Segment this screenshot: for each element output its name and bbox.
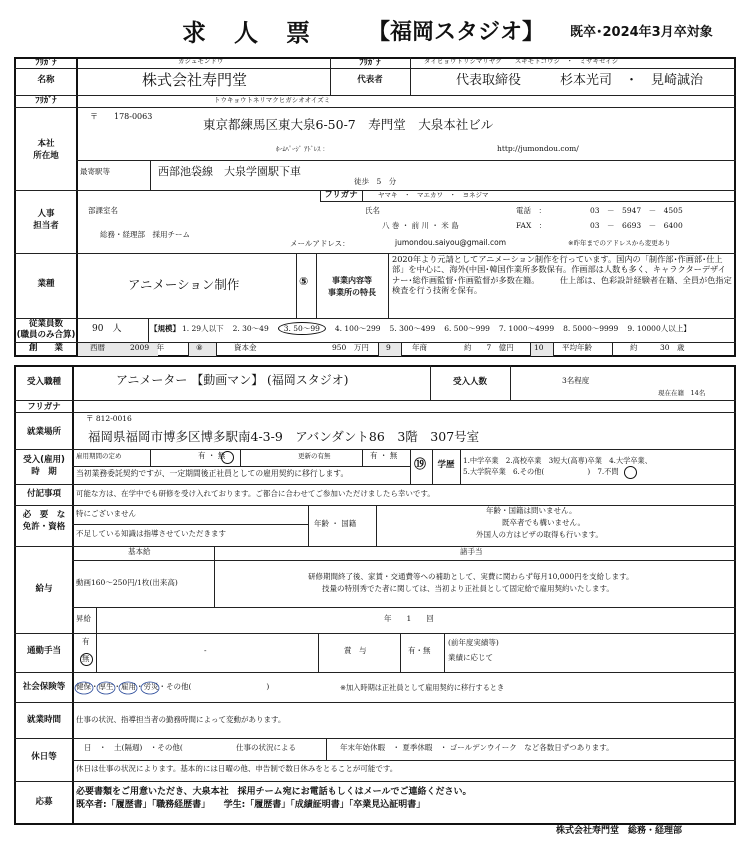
capital-value: 950 万円: [332, 343, 369, 352]
scale-option[interactable]: 2. 30～49: [232, 324, 269, 333]
rep-furigana-label: ﾌﾘｶﾞﾅ: [359, 58, 381, 68]
job-count-label: 受入人数: [452, 377, 487, 387]
mail-label: メールアドレス：: [290, 239, 350, 248]
hr-name-label: 氏名: [365, 206, 380, 215]
founding-year: 2009 年: [130, 343, 165, 352]
period-label-1: 受入(雇用): [23, 455, 65, 465]
commute-selected-circle: [80, 653, 93, 666]
addr-furigana-label: ﾌﾘｶﾞﾅ: [35, 96, 57, 106]
period-def-label: 雇用期間の定め: [76, 452, 122, 460]
insurance-note: ※加入時期は正社員として雇用契約に移行するとき: [340, 683, 505, 692]
business-type: アニメーション制作: [128, 277, 240, 292]
age-nat-text-2: 既卒者でも構いません。: [502, 518, 585, 527]
mail-address[interactable]: jumondou.saiyou@gmail.com: [395, 238, 507, 247]
founding-num-b: 9: [386, 343, 391, 352]
feature-label-1: 事業内容等: [332, 276, 372, 285]
hours-label: 就業時間: [26, 715, 61, 725]
hr-names: 八 巻 ・ 前 川 ・ 米 島: [382, 221, 459, 230]
hq-label-2: 所在地: [33, 151, 59, 161]
dept-label: 部課室名: [88, 206, 118, 215]
scale-options: [182, 325, 700, 334]
bonus-label: 賞 与: [344, 646, 367, 655]
edu-line-2: 5.大学院卒業 6.その他( ) 7.不問: [463, 467, 619, 476]
bonus-options[interactable]: 有・無: [408, 646, 431, 655]
feature-label-2: 事業所の特長: [328, 288, 376, 297]
scale-option[interactable]: 5. 300～499: [389, 324, 436, 333]
period-options[interactable]: 有 ・ 無: [198, 451, 226, 460]
rep-names: 杉本光司 ・ 見崎誠治: [560, 73, 704, 88]
edu-line-1: 1.中学卒業 2.高校卒業 3短大(高専)卒業 4.大学卒業、: [463, 456, 652, 465]
salary-label: 給与: [35, 584, 53, 594]
rep-kana: ダイヒョウトリシマリヤク スギモトコウジ ・ ミサキセイジ: [424, 57, 619, 65]
req-label-2: 免許・資格: [22, 522, 66, 532]
business-label: 業種: [37, 279, 55, 289]
commute-value: -: [204, 646, 207, 655]
job-count: 3名程度: [562, 376, 590, 385]
insurance-label: 社会保険等: [22, 682, 66, 692]
job-type: アニメーター 【動画マン】 (福岡スタジオ): [116, 373, 349, 387]
mail-note: ※昨年までのアドレスから変更あり: [568, 239, 671, 247]
renew-label: 更新の有無: [298, 452, 331, 460]
scale-option[interactable]: 7. 1000～4999: [498, 324, 555, 333]
footer-company: 株式会社寿門堂 総務・経理部: [556, 826, 683, 836]
homepage-label: ﾎｰﾑﾍﾟｰｼﾞ ｱﾄﾞﾚｽ ：: [276, 145, 329, 153]
founding-num-a: ⑧: [196, 343, 203, 352]
bonus-text-1: (前年度実績等): [448, 638, 499, 647]
renew-options[interactable]: 有 ・ 無: [370, 451, 398, 460]
bonus-text-2: 業績に応じて: [448, 653, 493, 662]
workplace-postal: 〒 812-0016: [86, 414, 132, 423]
hr-furigana-label: フリガナ: [324, 190, 358, 200]
nearest-station: 西部池袋線 大泉学園駅下車: [158, 165, 301, 178]
employee-count: 90 人: [92, 324, 122, 334]
age-label: 平均年齢: [562, 343, 592, 352]
business-description: 2020年より元請としてアニメーション制作を行っています。国内の「制作部･作画部･仕上部」を中心に、海外(中国･韓国作業所多数保有。作画部は人数も多く、キャラクターデザイナー･総作画監督･作画監督が多数在籍。 仕上部は、色彩設計経験者在籍、全員が色指定検査を行う技術を保有。: [392, 254, 732, 295]
company-name-kana: カジュモンドウ: [178, 57, 224, 65]
station-label: 最寄駅等: [80, 167, 110, 176]
hq-address: 東京都練馬区東大泉6-50-7 寿門堂 大泉本社ビル: [203, 117, 494, 132]
scale-option[interactable]: 9. 10000人以上】: [627, 324, 691, 333]
holiday-line-1c: 年末年始休暇 ・ 夏季休暇 ・ ゴールデンウイーク など各数日ずつあります。: [340, 743, 614, 752]
walk-time: 徒歩 5 分: [354, 177, 397, 186]
business-num: ⑤: [299, 275, 309, 288]
period-selected-circle: [221, 451, 234, 464]
employees-label-1: 従業員数: [28, 319, 63, 329]
sales-label: 年商: [412, 343, 427, 352]
hours-text: 仕事の状況、指導担当者の勤務時間によって変動があります。: [76, 715, 286, 724]
founding-label: 創 業: [28, 343, 63, 353]
founding-era: 西暦: [90, 343, 105, 352]
commute-label: 通勤手当: [26, 646, 61, 656]
workplace-address: 福岡県福岡市博多区博多駅南4-3-9 アバンダント86 3階 307号室: [88, 429, 480, 444]
address-kana: トウキョウトネリマクヒガシオオイズミ: [214, 96, 331, 104]
job-furigana-label: フリガナ: [27, 402, 61, 412]
base-salary-label: 基本給: [128, 547, 151, 556]
studio-title: 【福岡スタジオ】: [368, 20, 545, 45]
holiday-line-2: 休日は仕事の状況によります。基本的には日曜の他、申告制で数日休みをとることが可能です。: [76, 764, 398, 773]
furigana-label: ﾌﾘｶﾞﾅ: [35, 58, 57, 68]
edu-label: 学歴: [437, 460, 455, 470]
employees-label-2: (職員のみ合算): [16, 330, 76, 340]
fax-number: 03 － 6693 － 6400: [590, 221, 683, 230]
req-text-1: 特にございません: [76, 509, 136, 518]
allowance-text-2: 技量の特別秀でた者に関しては、当初より正社員として固定給で雇用契約いたします。: [322, 584, 614, 593]
conditions-text: 可能な方は、在学中でも研修を受け入れております。ご都合に合わせてご参加いただけましたら幸いです。: [76, 489, 435, 498]
tel-label: 電話 ：: [516, 206, 546, 215]
req-label-1: 必 要 な: [22, 510, 66, 520]
fax-label: FAX ：: [516, 221, 547, 230]
page-title: 求 人 票: [182, 19, 312, 47]
age-value: 約 30 歳: [630, 343, 685, 352]
hr-label-2: 担当者: [33, 221, 59, 231]
holiday-line-1b: 仕事の状況による: [236, 743, 296, 752]
raise-value: 年 1 回: [384, 614, 434, 623]
apply-line-1: 必要書類をご用意いただき、大泉本社 採用チーム宛にお電話もしくはメールでご連絡ください。: [76, 787, 472, 797]
edu-selected-circle: [624, 466, 637, 479]
hq-label-1: 本社: [37, 139, 55, 149]
allowance-text-1: 研修期間終了後、家賃・交通費等への補助として、実費に関わらず毎月10,000円を支給します。: [308, 572, 634, 581]
workplace-label: 就業場所: [26, 427, 61, 437]
job-type-label: 受入職種: [26, 377, 61, 387]
conditions-label: 付記事項: [26, 489, 61, 499]
scale-label: 【規模】: [150, 324, 180, 333]
dept-name: 総務・経理部 採用チーム: [100, 230, 190, 239]
rep-title: 代表取締役: [456, 73, 522, 88]
scale-option[interactable]: 3. 50～99: [278, 322, 326, 335]
req-text-2: 不足している知識は指導させていただきます: [76, 529, 226, 538]
postal-code: 〒 178-0063: [90, 112, 153, 121]
hr-names-kana: ヤマキ ・ マエカワ ・ ヨネジマ: [378, 191, 489, 199]
hr-label-1: 人事: [37, 209, 55, 219]
current-staff: 現在在籍 14名: [658, 389, 706, 397]
period-note: 当初業務委託契約ですが、一定期間後正社員としての雇用契約に移行します。: [76, 469, 349, 478]
holiday-label: 休日等: [31, 752, 57, 762]
age-nat-label: 年齢 ・ 国籍: [314, 519, 357, 528]
holiday-line-1a: 日 ・ 土(隔週) ・その他(: [84, 743, 183, 752]
base-salary: 動画160～250円/1枚(出来高): [76, 578, 178, 587]
company-name: 株式会社寿門堂: [142, 71, 248, 89]
raise-label: 昇給: [76, 614, 91, 623]
sales-value: 約 7 億円: [464, 343, 514, 352]
name-label: 名称: [37, 75, 55, 85]
tel-number: 03 － 5947 － 4505: [590, 206, 683, 215]
rep-label: 代表者: [357, 75, 383, 85]
scale-option[interactable]: 1. 29人以下: [182, 324, 224, 333]
target-label: 既卒･2024年3月卒対象: [570, 25, 713, 40]
age-nat-text-1: 年齢・国籍は問いません。: [486, 506, 577, 515]
insurance-circles: [74, 680, 178, 696]
apply-line-2: 既卒者:「履歴書」「職務経歴書」 学生:「履歴書」「成績証明書」「卒業見込証明書」: [76, 800, 426, 810]
insurance-items: 健保・厚生・雇用・労災・その他( ): [76, 682, 270, 691]
period-label-2: 時 期: [31, 467, 57, 477]
founding-num-c: 10: [534, 343, 544, 352]
capital-label: 資本金: [234, 343, 257, 352]
commute-opt-yes[interactable]: 有: [82, 637, 90, 646]
commute-opt-no[interactable]: 無: [82, 654, 90, 663]
homepage-link[interactable]: http://jumondou.com/: [497, 144, 579, 153]
apply-label: 応募: [35, 797, 53, 807]
scale-option[interactable]: 6. 500～999: [444, 324, 490, 333]
age-nat-text-3: 外国人の方はビザの取得も行います。: [476, 530, 603, 539]
allowance-label: 諸手当: [460, 547, 483, 556]
scale-option[interactable]: 4. 100～299: [334, 324, 381, 333]
edu-num: ⑲: [414, 457, 427, 471]
scale-option[interactable]: 8. 5000～9999: [563, 324, 619, 333]
